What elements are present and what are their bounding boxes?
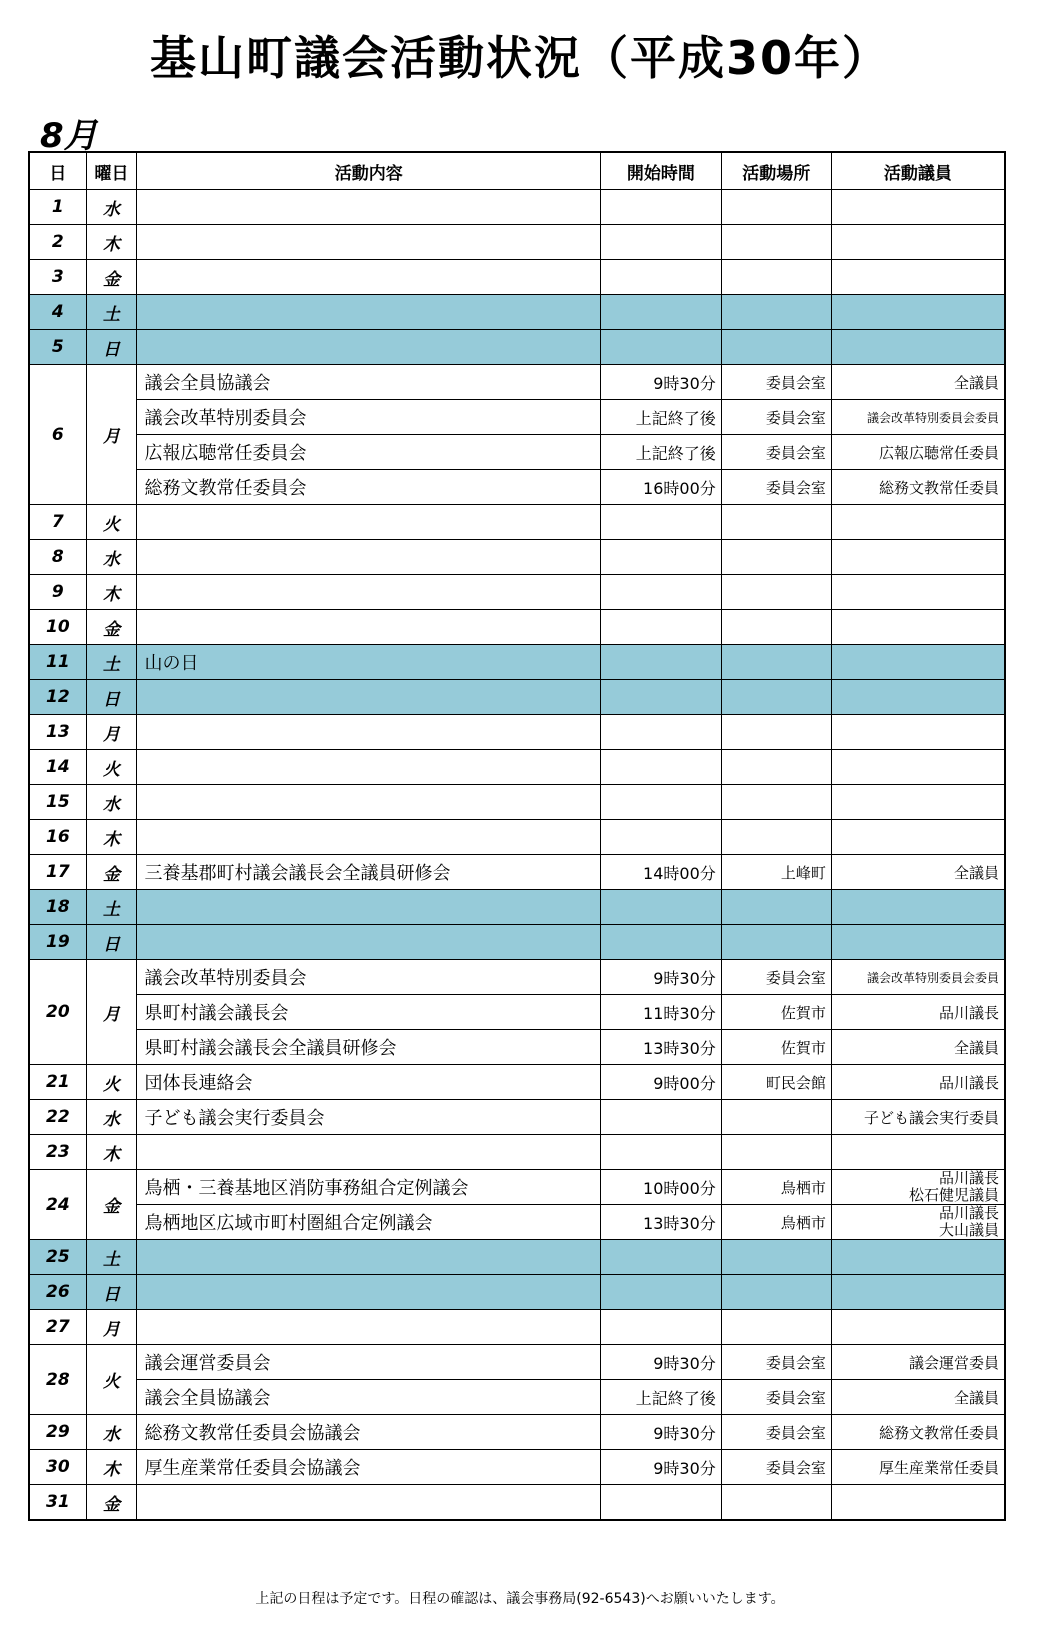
weekday-cell: 木: [86, 820, 137, 855]
day-cell: 11: [29, 645, 86, 680]
activity-cell: 議会改革特別委員会: [137, 400, 601, 435]
weekday-cell: 月: [86, 960, 137, 1065]
activity-cell: 団体長連絡会: [137, 1065, 601, 1100]
members-cell: 総務文教常任委員: [831, 470, 1005, 505]
activity-cell: [137, 750, 601, 785]
table-row: [29, 925, 1005, 960]
weekday-cell: 日: [86, 925, 137, 960]
table-row: [29, 1415, 1005, 1450]
start-time-cell: 上記終了後: [601, 435, 722, 470]
activity-cell: [137, 1485, 601, 1521]
schedule-table: [28, 151, 1006, 1521]
start-time-cell: [601, 225, 722, 260]
header-members: 活動議員: [831, 152, 1005, 190]
day-cell: 2: [29, 225, 86, 260]
activity-cell: 鳥栖地区広域市町村圏組合定例議会: [137, 1205, 601, 1240]
place-cell: 町民会館: [721, 1065, 831, 1100]
place-cell: [721, 715, 831, 750]
day-cell: 15: [29, 785, 86, 820]
table-row: [29, 540, 1005, 575]
members-cell: [831, 1240, 1005, 1275]
day-cell: 19: [29, 925, 86, 960]
members-cell: 厚生産業常任委員: [831, 1450, 1005, 1485]
activity-cell: 県町村議会議長会全議員研修会: [137, 1030, 601, 1065]
header-place: 活動場所: [721, 152, 831, 190]
weekday-cell: 火: [86, 1345, 137, 1415]
start-time-cell: 16時00分: [601, 470, 722, 505]
place-cell: [721, 540, 831, 575]
members-cell: 全議員: [831, 365, 1005, 400]
members-cell: 全議員: [831, 855, 1005, 890]
weekday-cell: 木: [86, 1450, 137, 1485]
member-line: 品川議長: [938, 1169, 999, 1187]
table-row: [29, 1310, 1005, 1345]
activity-cell: [137, 505, 601, 540]
table-row: [29, 1065, 1005, 1100]
start-time-cell: [601, 820, 722, 855]
table-row: [29, 295, 1005, 330]
day-cell: 20: [29, 960, 86, 1065]
start-time-cell: 9時30分: [601, 960, 722, 995]
activity-cell: [137, 1240, 601, 1275]
day-cell: 24: [29, 1170, 86, 1240]
weekday-cell: 金: [86, 260, 137, 295]
activity-cell: 県町村議会議長会: [137, 995, 601, 1030]
day-cell: 14: [29, 750, 86, 785]
place-cell: [721, 1485, 831, 1521]
start-time-cell: 13時30分: [601, 1205, 722, 1240]
members-cell: [831, 890, 1005, 925]
place-cell: [721, 1310, 831, 1345]
activity-cell: [137, 225, 601, 260]
table-row: [29, 645, 1005, 680]
place-cell: [721, 750, 831, 785]
place-cell: [721, 890, 831, 925]
members-cell: 広報広聴常任委員: [831, 435, 1005, 470]
start-time-cell: [601, 190, 722, 225]
day-cell: 31: [29, 1485, 86, 1521]
members-cell: [831, 505, 1005, 540]
place-cell: [721, 680, 831, 715]
table-row: [29, 960, 1005, 995]
place-cell: [721, 190, 831, 225]
activity-cell: [137, 575, 601, 610]
day-cell: 8: [29, 540, 86, 575]
weekday-cell: 水: [86, 540, 137, 575]
activity-cell: [137, 1275, 601, 1310]
place-cell: [721, 295, 831, 330]
members-cell: [831, 330, 1005, 365]
place-cell: 佐賀市: [721, 995, 831, 1030]
weekday-cell: 月: [86, 365, 137, 505]
table-row: [29, 260, 1005, 295]
activity-cell: [137, 190, 601, 225]
footer-note: 上記の日程は予定です。日程の確認は、議会事務局(92-6543)へお願いいたします。: [255, 1591, 785, 1607]
members-cell: [831, 1310, 1005, 1345]
members-cell: 子ども議会実行委員: [831, 1100, 1005, 1135]
start-time-cell: [601, 1275, 722, 1310]
activity-cell: [137, 1310, 601, 1345]
activity-cell: 総務文教常任委員会協議会: [137, 1415, 601, 1450]
activity-cell: [137, 785, 601, 820]
place-cell: 上峰町: [721, 855, 831, 890]
weekday-cell: 水: [86, 190, 137, 225]
members-cell: [831, 260, 1005, 295]
day-cell: 13: [29, 715, 86, 750]
start-time-cell: [601, 540, 722, 575]
activity-cell: [137, 715, 601, 750]
activity-cell: 厚生産業常任委員会協議会: [137, 1450, 601, 1485]
activity-cell: 議会全員協議会: [137, 365, 601, 400]
table-row: [29, 435, 1005, 470]
weekday-cell: 金: [86, 1485, 137, 1521]
day-cell: 27: [29, 1310, 86, 1345]
members-cell: 議会運営委員: [831, 1345, 1005, 1380]
members-cell: [831, 295, 1005, 330]
place-cell: [721, 645, 831, 680]
weekday-cell: 火: [86, 505, 137, 540]
member-line: 品川議長: [938, 1204, 999, 1222]
table-row: [29, 1100, 1005, 1135]
activity-cell: [137, 820, 601, 855]
activity-cell: [137, 330, 601, 365]
weekday-cell: 土: [86, 295, 137, 330]
day-cell: 28: [29, 1345, 86, 1415]
place-cell: [721, 785, 831, 820]
table-row: [29, 1450, 1005, 1485]
table-row: [29, 715, 1005, 750]
start-time-cell: [601, 925, 722, 960]
header-time: 開始時間: [601, 152, 722, 190]
members-cell: 全議員: [831, 1030, 1005, 1065]
start-time-cell: [601, 1485, 722, 1521]
members-cell: [831, 1135, 1005, 1170]
day-cell: 23: [29, 1135, 86, 1170]
table-row: [29, 1345, 1005, 1380]
activity-cell: [137, 925, 601, 960]
table-row: [29, 1240, 1005, 1275]
weekday-cell: 木: [86, 575, 137, 610]
members-cell: [831, 645, 1005, 680]
start-time-cell: 13時30分: [601, 1030, 722, 1065]
start-time-cell: 上記終了後: [601, 400, 722, 435]
table-row: [29, 225, 1005, 260]
day-cell: 1: [29, 190, 86, 225]
table-row: [29, 1205, 1005, 1240]
weekday-cell: 水: [86, 785, 137, 820]
weekday-cell: 金: [86, 855, 137, 890]
members-cell: [831, 925, 1005, 960]
start-time-cell: 11時30分: [601, 995, 722, 1030]
place-cell: [721, 505, 831, 540]
table-row: [29, 1380, 1005, 1415]
table-row: [29, 330, 1005, 365]
place-cell: 委員会室: [721, 1380, 831, 1415]
weekday-cell: 日: [86, 1275, 137, 1310]
table-row: [29, 785, 1005, 820]
activity-cell: 山の日: [137, 645, 601, 680]
table-row: [29, 680, 1005, 715]
members-cell: [831, 750, 1005, 785]
weekday-cell: 火: [86, 1065, 137, 1100]
activity-cell: 議会全員協議会: [137, 1380, 601, 1415]
start-time-cell: [601, 610, 722, 645]
start-time-cell: [601, 715, 722, 750]
day-cell: 12: [29, 680, 86, 715]
table-row: [29, 400, 1005, 435]
weekday-cell: 土: [86, 890, 137, 925]
start-time-cell: 10時00分: [601, 1170, 722, 1205]
table-row: [29, 1170, 1005, 1205]
start-time-cell: 9時30分: [601, 1450, 722, 1485]
activity-cell: 総務文教常任委員会: [137, 470, 601, 505]
start-time-cell: [601, 890, 722, 925]
day-cell: 10: [29, 610, 86, 645]
place-cell: [721, 925, 831, 960]
members-cell: [831, 190, 1005, 225]
header-content: 活動内容: [137, 152, 601, 190]
header-dow: 曜日: [86, 152, 137, 190]
day-cell: 21: [29, 1065, 86, 1100]
place-cell: [721, 225, 831, 260]
start-time-cell: 14時00分: [601, 855, 722, 890]
place-cell: 鳥栖市: [721, 1170, 831, 1205]
weekday-cell: 金: [86, 1170, 137, 1240]
place-cell: 委員会室: [721, 470, 831, 505]
members-cell: 全議員: [831, 1380, 1005, 1415]
place-cell: 委員会室: [721, 1415, 831, 1450]
start-time-cell: [601, 330, 722, 365]
month-label: 8月: [40, 116, 98, 156]
weekday-cell: 日: [86, 680, 137, 715]
members-cell: [831, 610, 1005, 645]
day-cell: 5: [29, 330, 86, 365]
weekday-cell: 火: [86, 750, 137, 785]
activity-cell: [137, 890, 601, 925]
table-row: [29, 1135, 1005, 1170]
start-time-cell: [601, 1135, 722, 1170]
member-line: 大山議員: [938, 1221, 999, 1239]
activity-cell: [137, 610, 601, 645]
members-cell: 議会改革特別委員会委員: [831, 960, 1005, 995]
day-cell: 26: [29, 1275, 86, 1310]
members-cell: [831, 820, 1005, 855]
day-cell: 25: [29, 1240, 86, 1275]
members-cell: [831, 1485, 1005, 1521]
place-cell: [721, 610, 831, 645]
members-cell: [831, 1205, 1005, 1240]
table-row: [29, 1030, 1005, 1065]
members-cell: [831, 575, 1005, 610]
start-time-cell: 9時00分: [601, 1065, 722, 1100]
weekday-cell: 月: [86, 715, 137, 750]
place-cell: 委員会室: [721, 400, 831, 435]
table-row: [29, 890, 1005, 925]
header-day: 日: [29, 152, 86, 190]
activity-cell: 議会改革特別委員会: [137, 960, 601, 995]
member-line: 松石健児議員: [908, 1186, 999, 1204]
place-cell: 委員会室: [721, 1345, 831, 1380]
day-cell: 3: [29, 260, 86, 295]
activity-cell: 三養基郡町村議会議長会全議員研修会: [137, 855, 601, 890]
weekday-cell: 木: [86, 1135, 137, 1170]
weekday-cell: 月: [86, 1310, 137, 1345]
table-row: [29, 610, 1005, 645]
members-cell: [831, 715, 1005, 750]
place-cell: [721, 1100, 831, 1135]
weekday-cell: 土: [86, 645, 137, 680]
header-row: [29, 152, 1005, 190]
members-cell: 総務文教常任委員: [831, 1415, 1005, 1450]
place-cell: 委員会室: [721, 1450, 831, 1485]
place-cell: 佐賀市: [721, 1030, 831, 1065]
table-row: [29, 820, 1005, 855]
place-cell: [721, 260, 831, 295]
members-cell: 品川議長: [831, 1065, 1005, 1100]
day-cell: 22: [29, 1100, 86, 1135]
weekday-cell: 水: [86, 1100, 137, 1135]
start-time-cell: [601, 1240, 722, 1275]
day-cell: 9: [29, 575, 86, 610]
activity-cell: [137, 680, 601, 715]
table-row: [29, 505, 1005, 540]
table-row: [29, 855, 1005, 890]
activity-cell: [137, 295, 601, 330]
place-cell: 委員会室: [721, 960, 831, 995]
start-time-cell: 9時30分: [601, 365, 722, 400]
start-time-cell: [601, 260, 722, 295]
table-row: [29, 575, 1005, 610]
start-time-cell: 9時30分: [601, 1415, 722, 1450]
day-cell: 30: [29, 1450, 86, 1485]
table-row: [29, 750, 1005, 785]
weekday-cell: 日: [86, 330, 137, 365]
day-cell: 6: [29, 365, 86, 505]
weekday-cell: 金: [86, 610, 137, 645]
activity-cell: 議会運営委員会: [137, 1345, 601, 1380]
day-cell: 17: [29, 855, 86, 890]
page-title: 基山町議会活動状況（平成30年）: [149, 31, 890, 85]
start-time-cell: [601, 750, 722, 785]
start-time-cell: [601, 645, 722, 680]
place-cell: [721, 575, 831, 610]
table-row: [29, 1275, 1005, 1310]
start-time-cell: [601, 505, 722, 540]
start-time-cell: [601, 575, 722, 610]
table-row: [29, 365, 1005, 400]
start-time-cell: 上記終了後: [601, 1380, 722, 1415]
members-cell: [831, 785, 1005, 820]
members-cell: 議会改革特別委員会委員: [831, 400, 1005, 435]
table-row: [29, 190, 1005, 225]
activity-cell: 広報広聴常任委員会: [137, 435, 601, 470]
start-time-cell: [601, 1310, 722, 1345]
day-cell: 29: [29, 1415, 86, 1450]
activity-cell: [137, 1135, 601, 1170]
schedule-body: [29, 190, 1005, 1521]
place-cell: 委員会室: [721, 365, 831, 400]
members-cell: [831, 1275, 1005, 1310]
members-cell: [831, 225, 1005, 260]
day-cell: 4: [29, 295, 86, 330]
start-time-cell: [601, 295, 722, 330]
place-cell: 委員会室: [721, 435, 831, 470]
activity-cell: [137, 260, 601, 295]
start-time-cell: 9時30分: [601, 1345, 722, 1380]
weekday-cell: 木: [86, 225, 137, 260]
weekday-cell: 水: [86, 1415, 137, 1450]
place-cell: [721, 1135, 831, 1170]
place-cell: 鳥栖市: [721, 1205, 831, 1240]
place-cell: [721, 1240, 831, 1275]
place-cell: [721, 1275, 831, 1310]
members-cell: 品川議長: [831, 995, 1005, 1030]
start-time-cell: [601, 785, 722, 820]
activity-cell: [137, 540, 601, 575]
day-cell: 18: [29, 890, 86, 925]
members-cell: [831, 680, 1005, 715]
members-cell: [831, 540, 1005, 575]
place-cell: [721, 820, 831, 855]
place-cell: [721, 330, 831, 365]
start-time-cell: [601, 1100, 722, 1135]
start-time-cell: [601, 680, 722, 715]
day-cell: 16: [29, 820, 86, 855]
members-cell: [831, 1170, 1005, 1205]
table-row: [29, 1485, 1005, 1521]
activity-cell: 鳥栖・三養基地区消防事務組合定例議会: [137, 1170, 601, 1205]
table-row: [29, 995, 1005, 1030]
table-row: [29, 470, 1005, 505]
day-cell: 7: [29, 505, 86, 540]
activity-cell: 子ども議会実行委員会: [137, 1100, 601, 1135]
weekday-cell: 土: [86, 1240, 137, 1275]
